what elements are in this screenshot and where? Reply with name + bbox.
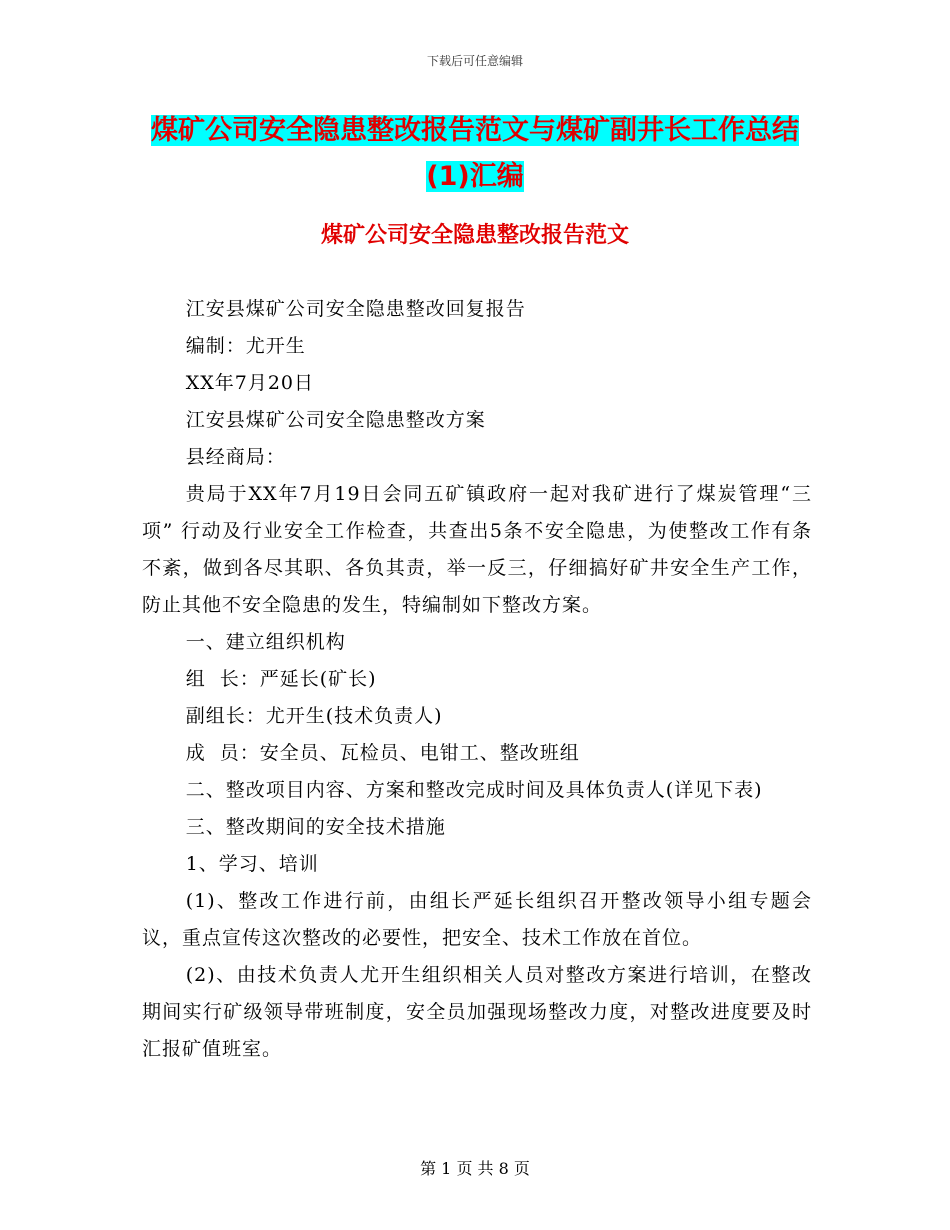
- paragraph-leader: 组 长：严延长(矿长): [185, 668, 377, 690]
- paragraph-item-1: (1)、整改工作进行前，由组长严延长组织召开整改领导小组专题会议，重点宣传这次整改的必要性，把安全、技术工作放在首位。: [142, 890, 812, 949]
- page-number-footer: 第 1 页 共 8 页: [420, 1159, 530, 1178]
- document-title-text: 煤矿公司安全隐患整改报告范文与煤矿副井长工作总结(1)汇编: [151, 115, 799, 192]
- paragraph-report-name: 江安县煤矿公司安全隐患整改回复报告: [185, 298, 526, 320]
- page-header-note: 下载后可任意编辑: [426, 54, 523, 68]
- paragraph-date: XX年7月20日: [185, 372, 315, 394]
- paragraph-author: 编制：尤开生: [185, 335, 306, 357]
- paragraph-intro: 贵局于XX年7月19日会同五矿镇政府一起对我矿进行了煤炭管理“三项” 行动及行业安全工作检查，共查出5条不安全隐患，为使整改工作有条不紊，做到各尽其职、各负其责，举一反三，仔细搞好矿井安全生产工作，防止其他不安全隐患的发生，特编制如下整改方案。: [142, 483, 812, 616]
- paragraph-addressee: 县经商局：: [185, 446, 286, 468]
- section-title: 煤矿公司安全隐患整改报告范文: [320, 223, 629, 248]
- paragraph-heading-1: 一、建立组织机构: [185, 631, 346, 653]
- paragraph-subheading-1: 1、学习、培训: [185, 853, 319, 875]
- paragraph-item-2: (2)、由技术负责人尤开生组织相关人员对整改方案进行培训，在整改期间实行矿级领导带班制度，安全员加强现场整改力度，对整改进度要及时汇报矿值班室。: [142, 964, 812, 1060]
- paragraph-heading-3: 三、整改期间的安全技术措施: [185, 816, 446, 838]
- paragraph-heading-2: 二、整改项目内容、方案和整改完成时间及具体负责人(详见下表): [185, 779, 763, 801]
- paragraph-members: 成 员：安全员、瓦检员、电钳工、整改班组: [185, 742, 580, 764]
- document-body: [142, 291, 812, 1068]
- paragraph-plan-name: 江安县煤矿公司安全隐患整改方案: [185, 409, 486, 431]
- document-title: [150, 108, 800, 200]
- paragraph-deputy: 副组长：尤开生(技术负责人): [185, 705, 443, 727]
